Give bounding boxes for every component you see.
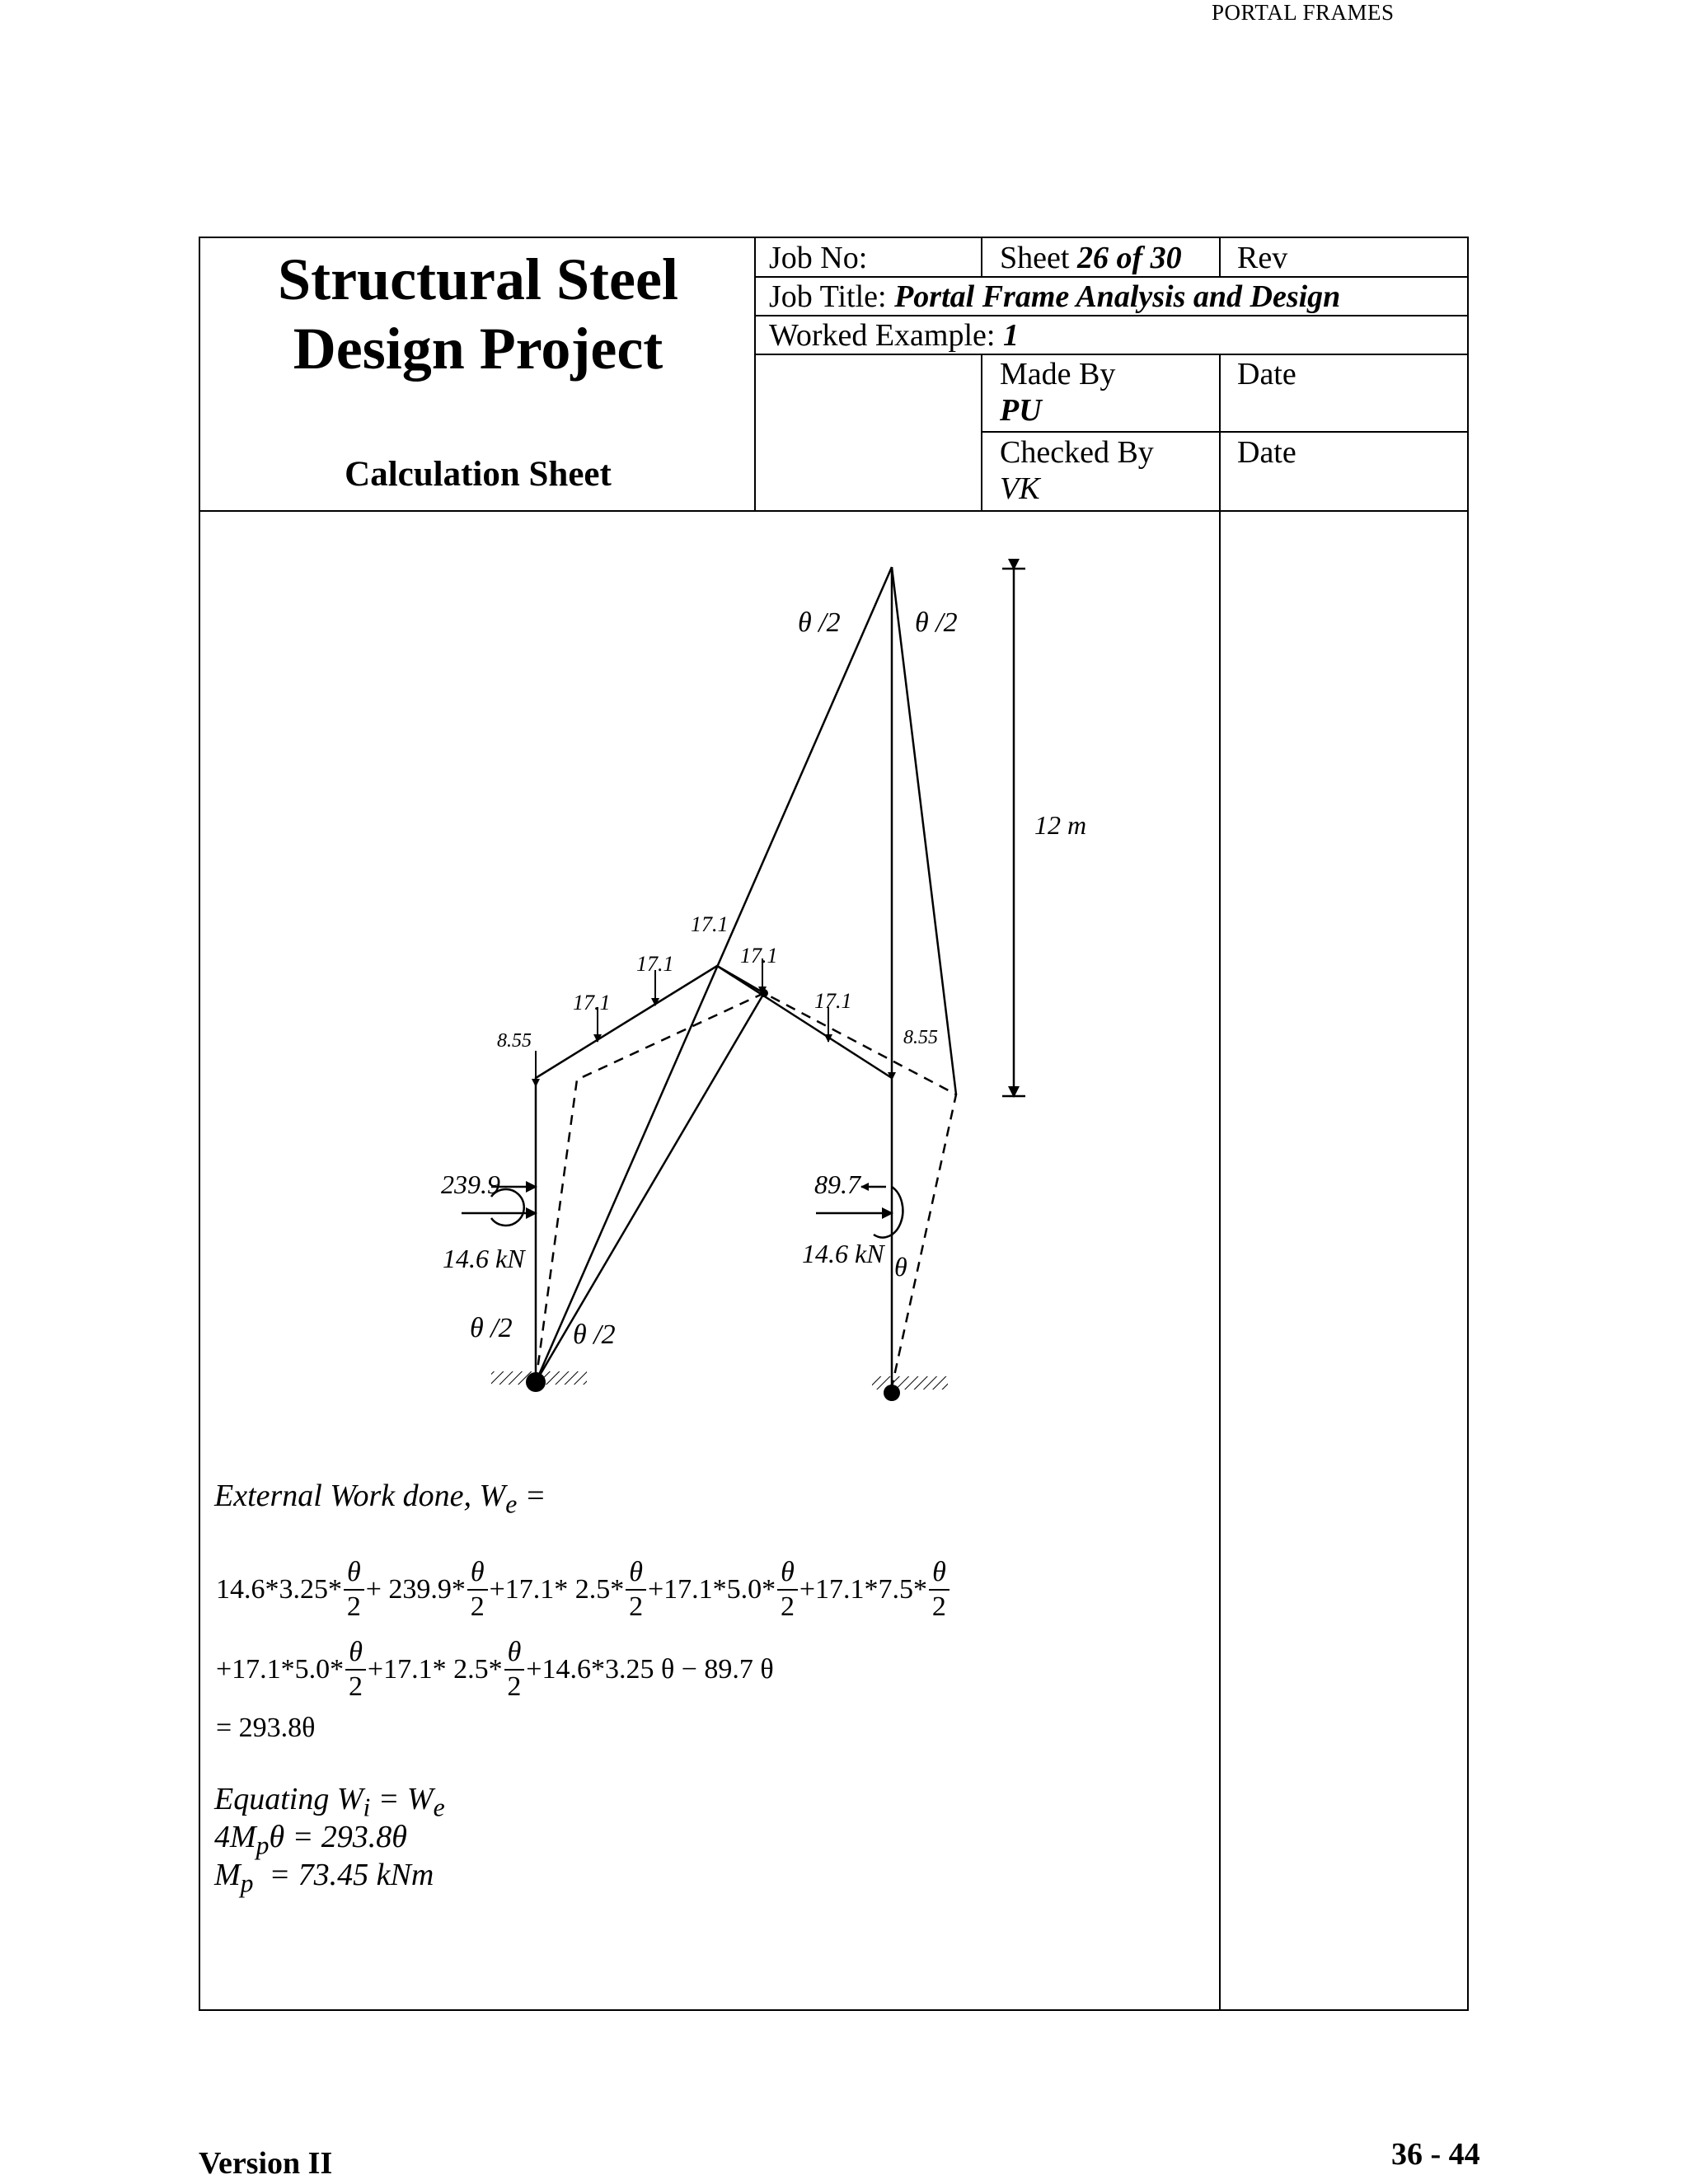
gravity-load-arrows	[536, 958, 892, 1086]
load-right-upper-label: 17.1	[740, 944, 778, 968]
fraction: $\frac{\theta}{2}$	[777, 1556, 798, 1624]
wind-left-label: 14.6 kN	[443, 1244, 525, 1273]
date-label-2: Date	[1237, 435, 1296, 470]
term-tail: +14.6*3.25 θ − 89.7 θ	[526, 1654, 774, 1685]
term-1: 14.6*3.25*	[216, 1574, 342, 1605]
calculation-sheet-subtitle: Calculation Sheet	[345, 455, 612, 494]
job-no-label: Job No:	[769, 241, 868, 275]
mp-result-line: $M_p = 73.45$ kNm	[214, 1858, 434, 1898]
load-right-mid-label: 17.1	[814, 989, 852, 1013]
made-by-label: Made By	[1000, 357, 1116, 391]
term-7: +17.1* 2.5*	[367, 1654, 503, 1685]
left-support-hatch	[491, 1371, 587, 1385]
term-3: +17.1* 2.5*	[489, 1574, 625, 1605]
moment-left-label: 239.9	[441, 1169, 500, 1199]
instantaneous-centre-lines	[536, 567, 956, 1382]
term-2: + 239.9*	[365, 1574, 466, 1605]
project-title-line2: Design Project	[293, 316, 663, 382]
made-by-value: PU	[1000, 393, 1042, 428]
project-title-line1: Structural Steel	[278, 246, 678, 312]
external-work-label: External Work done, W	[214, 1479, 506, 1513]
height-dimension	[1002, 569, 1025, 1096]
equation-result: = 293.8θ	[216, 1713, 316, 1743]
external-work-eq: =	[517, 1479, 546, 1513]
worked-example-label: Worked Example:	[769, 318, 996, 353]
equation-line-1	[216, 1556, 951, 1624]
fraction: $\frac{\theta}{2}$	[344, 1556, 364, 1624]
load-left-eave-label: 8.55	[497, 1030, 532, 1052]
external-work-sub: e	[505, 1489, 518, 1519]
equation-line-2	[216, 1636, 774, 1704]
running-header: PORTAL FRAMES	[1212, 0, 1395, 25]
fraction: $\frac{\theta}{2}$	[929, 1556, 950, 1624]
theta-half-base-left: θ /2	[470, 1313, 513, 1343]
term-6: +17.1*5.0*	[216, 1654, 345, 1685]
right-support-hatch	[872, 1376, 948, 1390]
moment-right-label: 89.7	[814, 1169, 860, 1199]
theta-half-top-right: θ /2	[915, 607, 958, 638]
load-left-mid-label: 17.1	[573, 991, 611, 1015]
term-4: +17.1*5.0*	[647, 1574, 776, 1605]
fraction: $\frac{\theta}{2}$	[626, 1556, 646, 1624]
page-number: 36 - 44	[1391, 2137, 1480, 2172]
job-title-value: Portal Frame Analysis and Design	[894, 279, 1341, 314]
wind-right-label: 14.6 kN	[802, 1239, 884, 1268]
checked-by-label: Checked By	[1000, 435, 1154, 470]
worked-example-value: 1	[1002, 318, 1019, 353]
theta-half-top-left: θ /2	[798, 607, 841, 638]
load-left-upper-label: 17.1	[636, 952, 674, 976]
theta-half-base-right: θ /2	[573, 1319, 616, 1350]
theta-right-column: θ	[894, 1252, 907, 1282]
version-label: Version II	[199, 2146, 333, 2181]
load-right-eave-label: 8.55	[903, 1027, 938, 1048]
job-title-label: Job Title:	[769, 279, 887, 314]
mp-equation-line: $4M_p\theta = 293.8\theta$	[214, 1820, 407, 1860]
sheet-label: Sheet	[1000, 241, 1070, 275]
date-label: Date	[1237, 357, 1296, 391]
external-work-heading	[214, 1477, 546, 1524]
fraction: $\frac{\theta}{2}$	[467, 1556, 488, 1624]
sheet-value: 26 of 30	[1076, 241, 1182, 275]
load-ridge-label: 17.1	[691, 912, 729, 936]
checked-by-value: VK	[1000, 471, 1040, 506]
fraction: $\frac{\theta}{2}$	[504, 1636, 525, 1704]
equating-line: Equating $W_i = W_e$	[214, 1782, 445, 1822]
fraction: $\frac{\theta}{2}$	[345, 1636, 366, 1704]
height-label: 12 m	[1034, 810, 1087, 840]
term-5: +17.1*7.5*	[799, 1574, 928, 1605]
rev-label: Rev	[1237, 241, 1288, 275]
